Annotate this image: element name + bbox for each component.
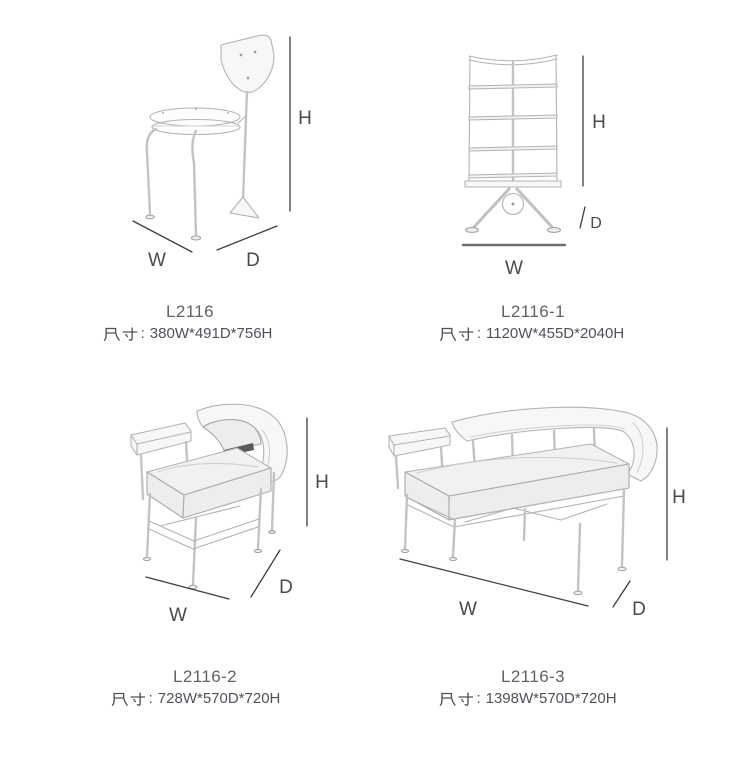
size-value: 1398W*570D*720H	[485, 690, 617, 707]
chair-drawing	[146, 35, 274, 240]
depth-label: D	[279, 577, 293, 598]
depth-label: D	[632, 599, 646, 620]
width-dimension-line	[133, 221, 192, 252]
width-dimension-line	[400, 559, 588, 606]
width-label: W	[169, 605, 187, 626]
depth-label: D	[590, 215, 602, 232]
dimension-annotations	[133, 37, 312, 271]
height-label: H	[298, 108, 312, 129]
size-separator: :	[476, 690, 481, 707]
width-label: W	[459, 599, 477, 620]
product-code: L2116-3	[501, 667, 565, 686]
width-label: W	[505, 258, 523, 279]
product-card-l2116	[0, 0, 375, 379]
shelf-drawing	[465, 55, 561, 232]
depth-dimension-line	[613, 581, 630, 607]
product-code: L2116-2	[173, 667, 237, 686]
product-code: L2116-1	[501, 302, 565, 321]
width-dimension-line	[146, 577, 229, 599]
size-label-cjk	[112, 691, 146, 707]
product-size-line	[439, 690, 616, 707]
size-label-cjk	[440, 326, 474, 342]
dimension-annotations	[463, 56, 606, 279]
product-card-l2116-2	[0, 378, 375, 757]
product-size-line	[104, 325, 273, 342]
size-separator: :	[148, 690, 153, 707]
size-label-cjk	[104, 326, 138, 342]
product-card-l2116-3	[375, 378, 750, 757]
product-size-line	[112, 690, 281, 707]
width-label: W	[148, 250, 166, 271]
depth-dimension-line	[217, 226, 277, 250]
size-label-cjk	[439, 691, 473, 707]
armchair-drawing	[131, 404, 287, 589]
display-shelf-sketch	[375, 0, 750, 300]
two-seat-sofa-sketch	[375, 378, 750, 688]
size-value: 1120W*455D*2040H	[486, 325, 625, 342]
product-code: L2116	[165, 302, 215, 321]
depth-label: D	[246, 250, 260, 271]
size-value: 380W*491D*756H	[149, 325, 273, 342]
armchair-sketch	[0, 378, 375, 688]
product-card-l2116-1	[375, 0, 750, 379]
size-separator: :	[140, 325, 145, 342]
height-label: H	[672, 487, 686, 508]
height-label: H	[592, 112, 606, 133]
product-size-line	[440, 325, 624, 342]
size-separator: :	[476, 325, 482, 342]
depth-dimension-line	[580, 207, 585, 228]
height-label: H	[315, 472, 329, 493]
depth-dimension-line	[251, 550, 280, 597]
side-chair-sketch	[0, 0, 375, 300]
size-value: 728W*570D*720H	[157, 690, 281, 707]
